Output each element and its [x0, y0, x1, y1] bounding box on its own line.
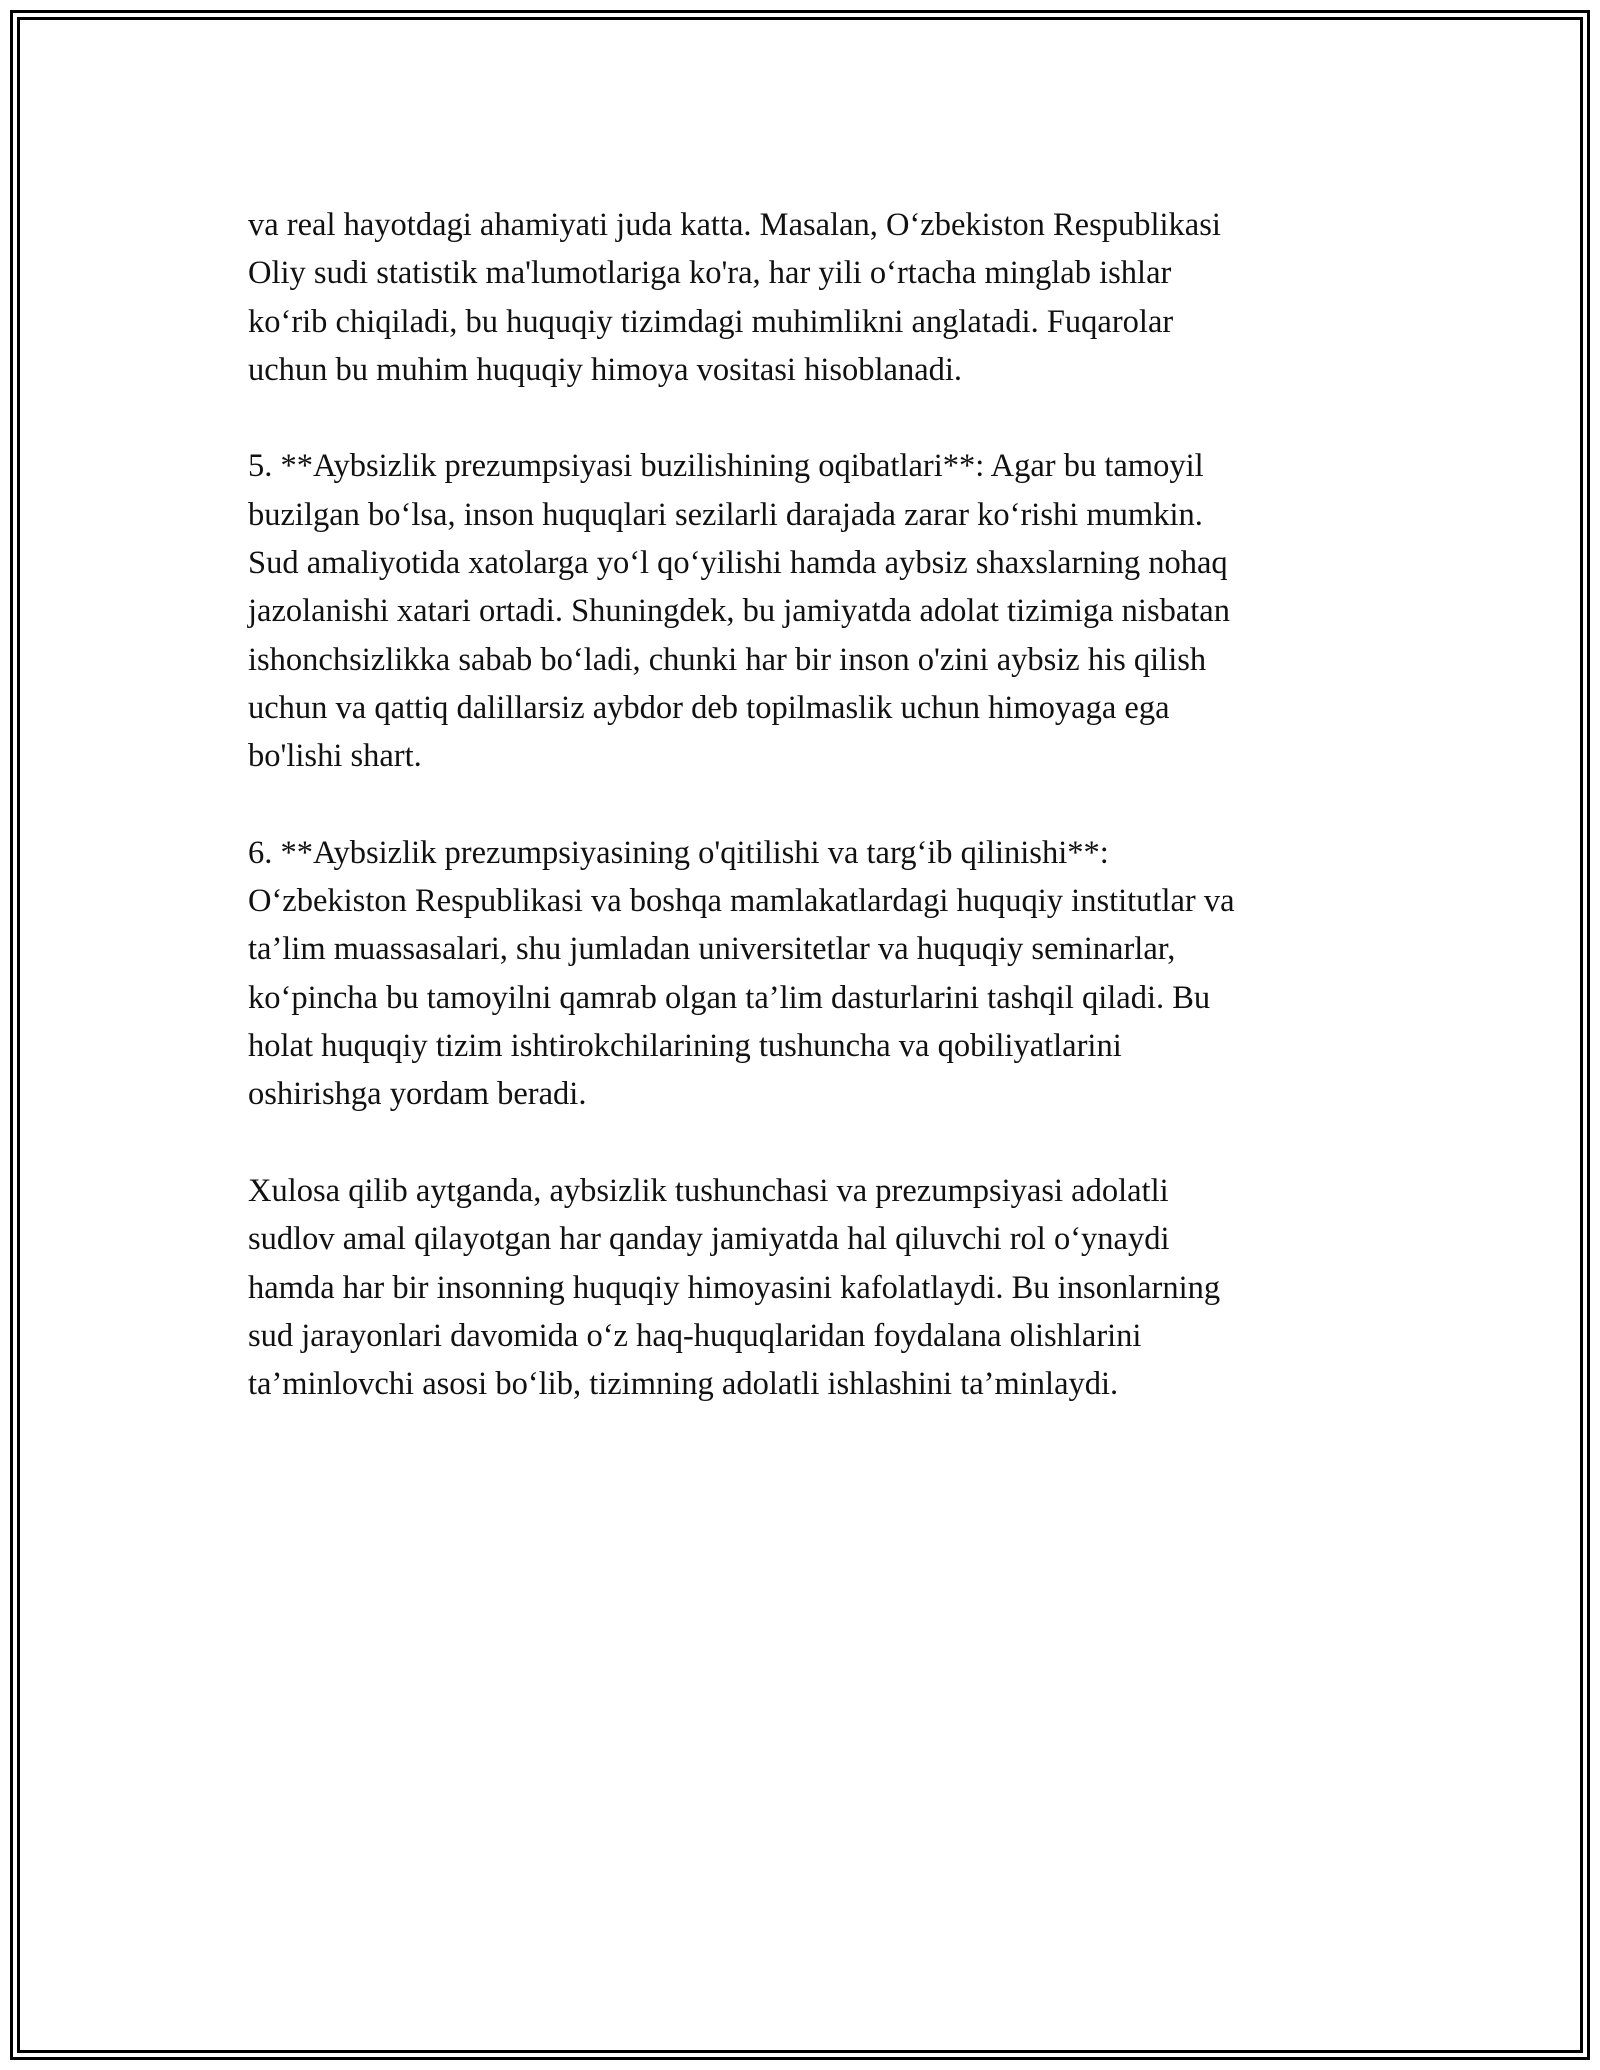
text-line: 5. **Aybsizlik prezumpsiyasi buzilishining oqibatlari**: Agar bu tamoyil — [248, 448, 1204, 485]
page-border — [10, 10, 1590, 2060]
document-body — [248, 201, 1378, 1457]
text-line: ko‘pincha bu tamoyilni qamrab olgan ta’lim dasturlarini tashqil qiladi. Bu — [248, 979, 1211, 1016]
text-line: bo'lishi shart. — [248, 738, 422, 775]
text-line: 6. **Aybsizlik prezumpsiyasining o'qitilishi va targ‘ib qilinishi**: — [248, 834, 1109, 871]
text-line: uchun va qattiq dalillarsiz aybdor deb topilmaslik uchun himoyaga ega — [248, 689, 1170, 726]
text-line: sudlov amal qilayotgan har qanday jamiyatda hal qiluvchi rol o‘ynaydi — [248, 1221, 1170, 1258]
paragraph-intro-continuation — [248, 201, 1378, 394]
text-line: hamda har bir insonning huquqiy himoyasini kafolatlaydi. Bu insonlarning — [248, 1269, 1221, 1306]
text-line: ta’lim muassasalari, shu jumladan universitetlar va huquqiy seminarlar, — [248, 931, 1176, 968]
text-line: Sud amaliyotida xatolarga yo‘l qo‘yilishi hamda aybsiz shaxslarning nohaq — [248, 545, 1228, 582]
text-line: Oliy sudi statistik ma'lumotlariga ko'ra, har yili o‘rtacha minglab ishlar — [248, 255, 1172, 292]
text-line: oshirishga yordam beradi. — [248, 1076, 587, 1113]
text-line: ta’minlovchi asosi bo‘lib, tizimning adolatli ishlashini ta’minlaydi. — [248, 1366, 1119, 1403]
text-line: va real hayotdagi ahamiyati juda katta. Masalan, O‘zbekiston Respublikasi — [248, 207, 1221, 243]
paragraph-conclusion — [248, 1167, 1378, 1408]
text-line: buzilgan bo‘lsa, inson huquqlari sezilarli darajada zarar ko‘rishi mumkin. — [248, 496, 1203, 533]
text-line: jazolanishi xatari ortadi. Shuningdek, bu jamiyatda adolat tizimiga nisbatan — [248, 593, 1230, 630]
text-line: sud jarayonlari davomida o‘z haq-huquqlaridan foydalana olishlarini — [248, 1317, 1142, 1354]
text-line: O‘zbekiston Respublikasi va boshqa mamlakatlardagi huquqiy institutlar va — [248, 883, 1235, 920]
text-line: holat huquqiy tizim ishtirokchilarining tushuncha va qobiliyatlarini — [248, 1028, 1122, 1065]
text-line: Xulosa qilib aytganda, aybsizlik tushunchasi va prezumpsiyasi adolatli — [248, 1172, 1169, 1209]
paragraph-item-6 — [248, 829, 1378, 1119]
text-line: uchun bu muhim huquqiy himoya vositasi hisoblanadi. — [248, 351, 963, 388]
text-line: ko‘rib chiqiladi, bu huquqiy tizimdagi muhimlikni anglatadi. Fuqarolar — [248, 303, 1174, 340]
paragraph-item-5 — [248, 442, 1378, 780]
text-line: ishonchsizlikka sabab bo‘ladi, chunki har bir inson o'zini aybsiz his qilish — [248, 641, 1207, 678]
